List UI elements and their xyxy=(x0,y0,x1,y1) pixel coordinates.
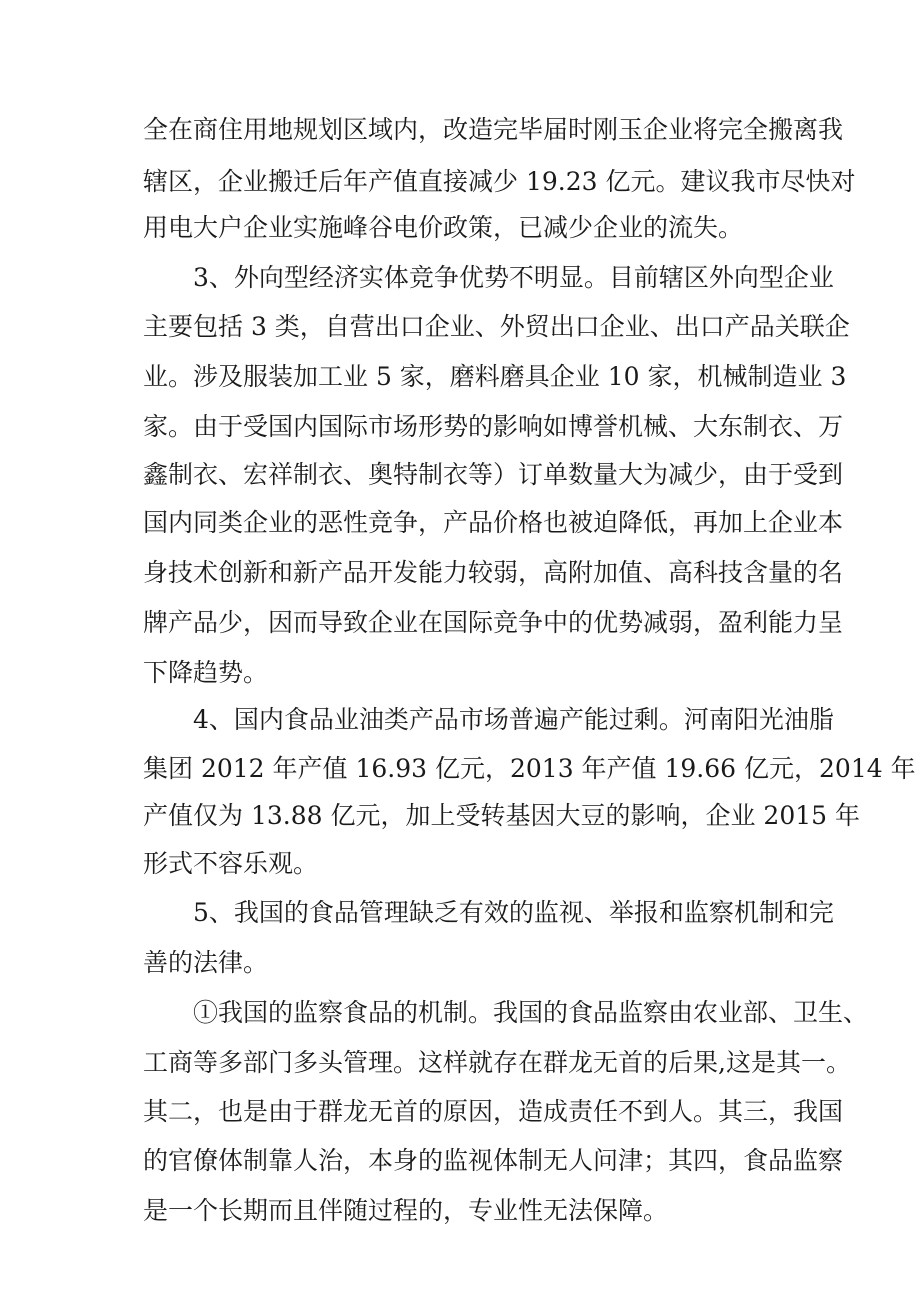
text-line: 5、我国的食品管理缺乏有效的监视、举报和监察机制和完 xyxy=(193,898,834,927)
text-line: 其二，也是由于群龙无首的原因，造成责任不到人。其三，我国 xyxy=(143,1097,844,1126)
text-line: 国内同类企业的恶性竞争，产品价格也被迫降低，再加上企业本 xyxy=(143,508,844,537)
text-line: 的官僚体制靠人治，本身的监视体制无人问津；其四，食品监察 xyxy=(143,1146,844,1175)
text-line: 集团 2012 年产值 16.93 亿元，2013 年产值 19.66 亿元，2014 年 xyxy=(143,754,916,783)
text-line: 是一个长期而且伴随过程的，专业性无法保障。 xyxy=(143,1196,669,1225)
text-line: 全在商住用地规划区域内，改造完毕届时刚玉企业将完全搬离我 xyxy=(143,115,844,144)
text-line: 辖区，企业搬迁后年产值直接减少 19.23 亿元。建议我市尽快对 xyxy=(143,167,856,196)
text-line: 业。涉及服装加工业 5 家，磨料磨具企业 10 家，机械制造业 3 xyxy=(143,362,847,391)
text-line: 工商等多部门多头管理。这样就存在群龙无首的后果,这是其一。 xyxy=(143,1048,851,1077)
text-line: 下降趋势。 xyxy=(143,658,269,687)
text-line: 牌产品少，因而导致企业在国际竞争中的优势减弱，盈利能力呈 xyxy=(143,608,844,637)
text-line: 鑫制衣、宏祥制衣、奥特制衣等）订单数量大为减少，由于受到 xyxy=(143,460,844,489)
text-line: 3、外向型经济实体竞争优势不明显。目前辖区外向型企业 xyxy=(193,263,834,292)
text-line: 身技术创新和新产品开发能力较弱，高附加值、高科技含量的名 xyxy=(143,558,844,587)
text-line: 善的法律。 xyxy=(143,948,269,977)
text-line: 产值仅为 13.88 亿元，加上受转基因大豆的影响，企业 2015 年 xyxy=(143,801,860,830)
text-line: 家。由于受国内国际市场形势的影响如博誉机械、大东制衣、万 xyxy=(143,412,844,441)
text-line: ①我国的监察食品的机制。我国的食品监察由农业部、卫生、 xyxy=(193,998,869,1027)
text-line: 4、国内食品业油类产品市场普遍产能过剩。河南阳光油脂 xyxy=(193,705,834,734)
text-line: 主要包括 3 类，自营出口企业、外贸出口企业、出口产品关联企 xyxy=(143,312,850,341)
text-line: 用电大户企业实施峰谷电价政策，已减少企业的流失。 xyxy=(143,213,744,242)
text-line: 形式不容乐观。 xyxy=(143,849,319,878)
